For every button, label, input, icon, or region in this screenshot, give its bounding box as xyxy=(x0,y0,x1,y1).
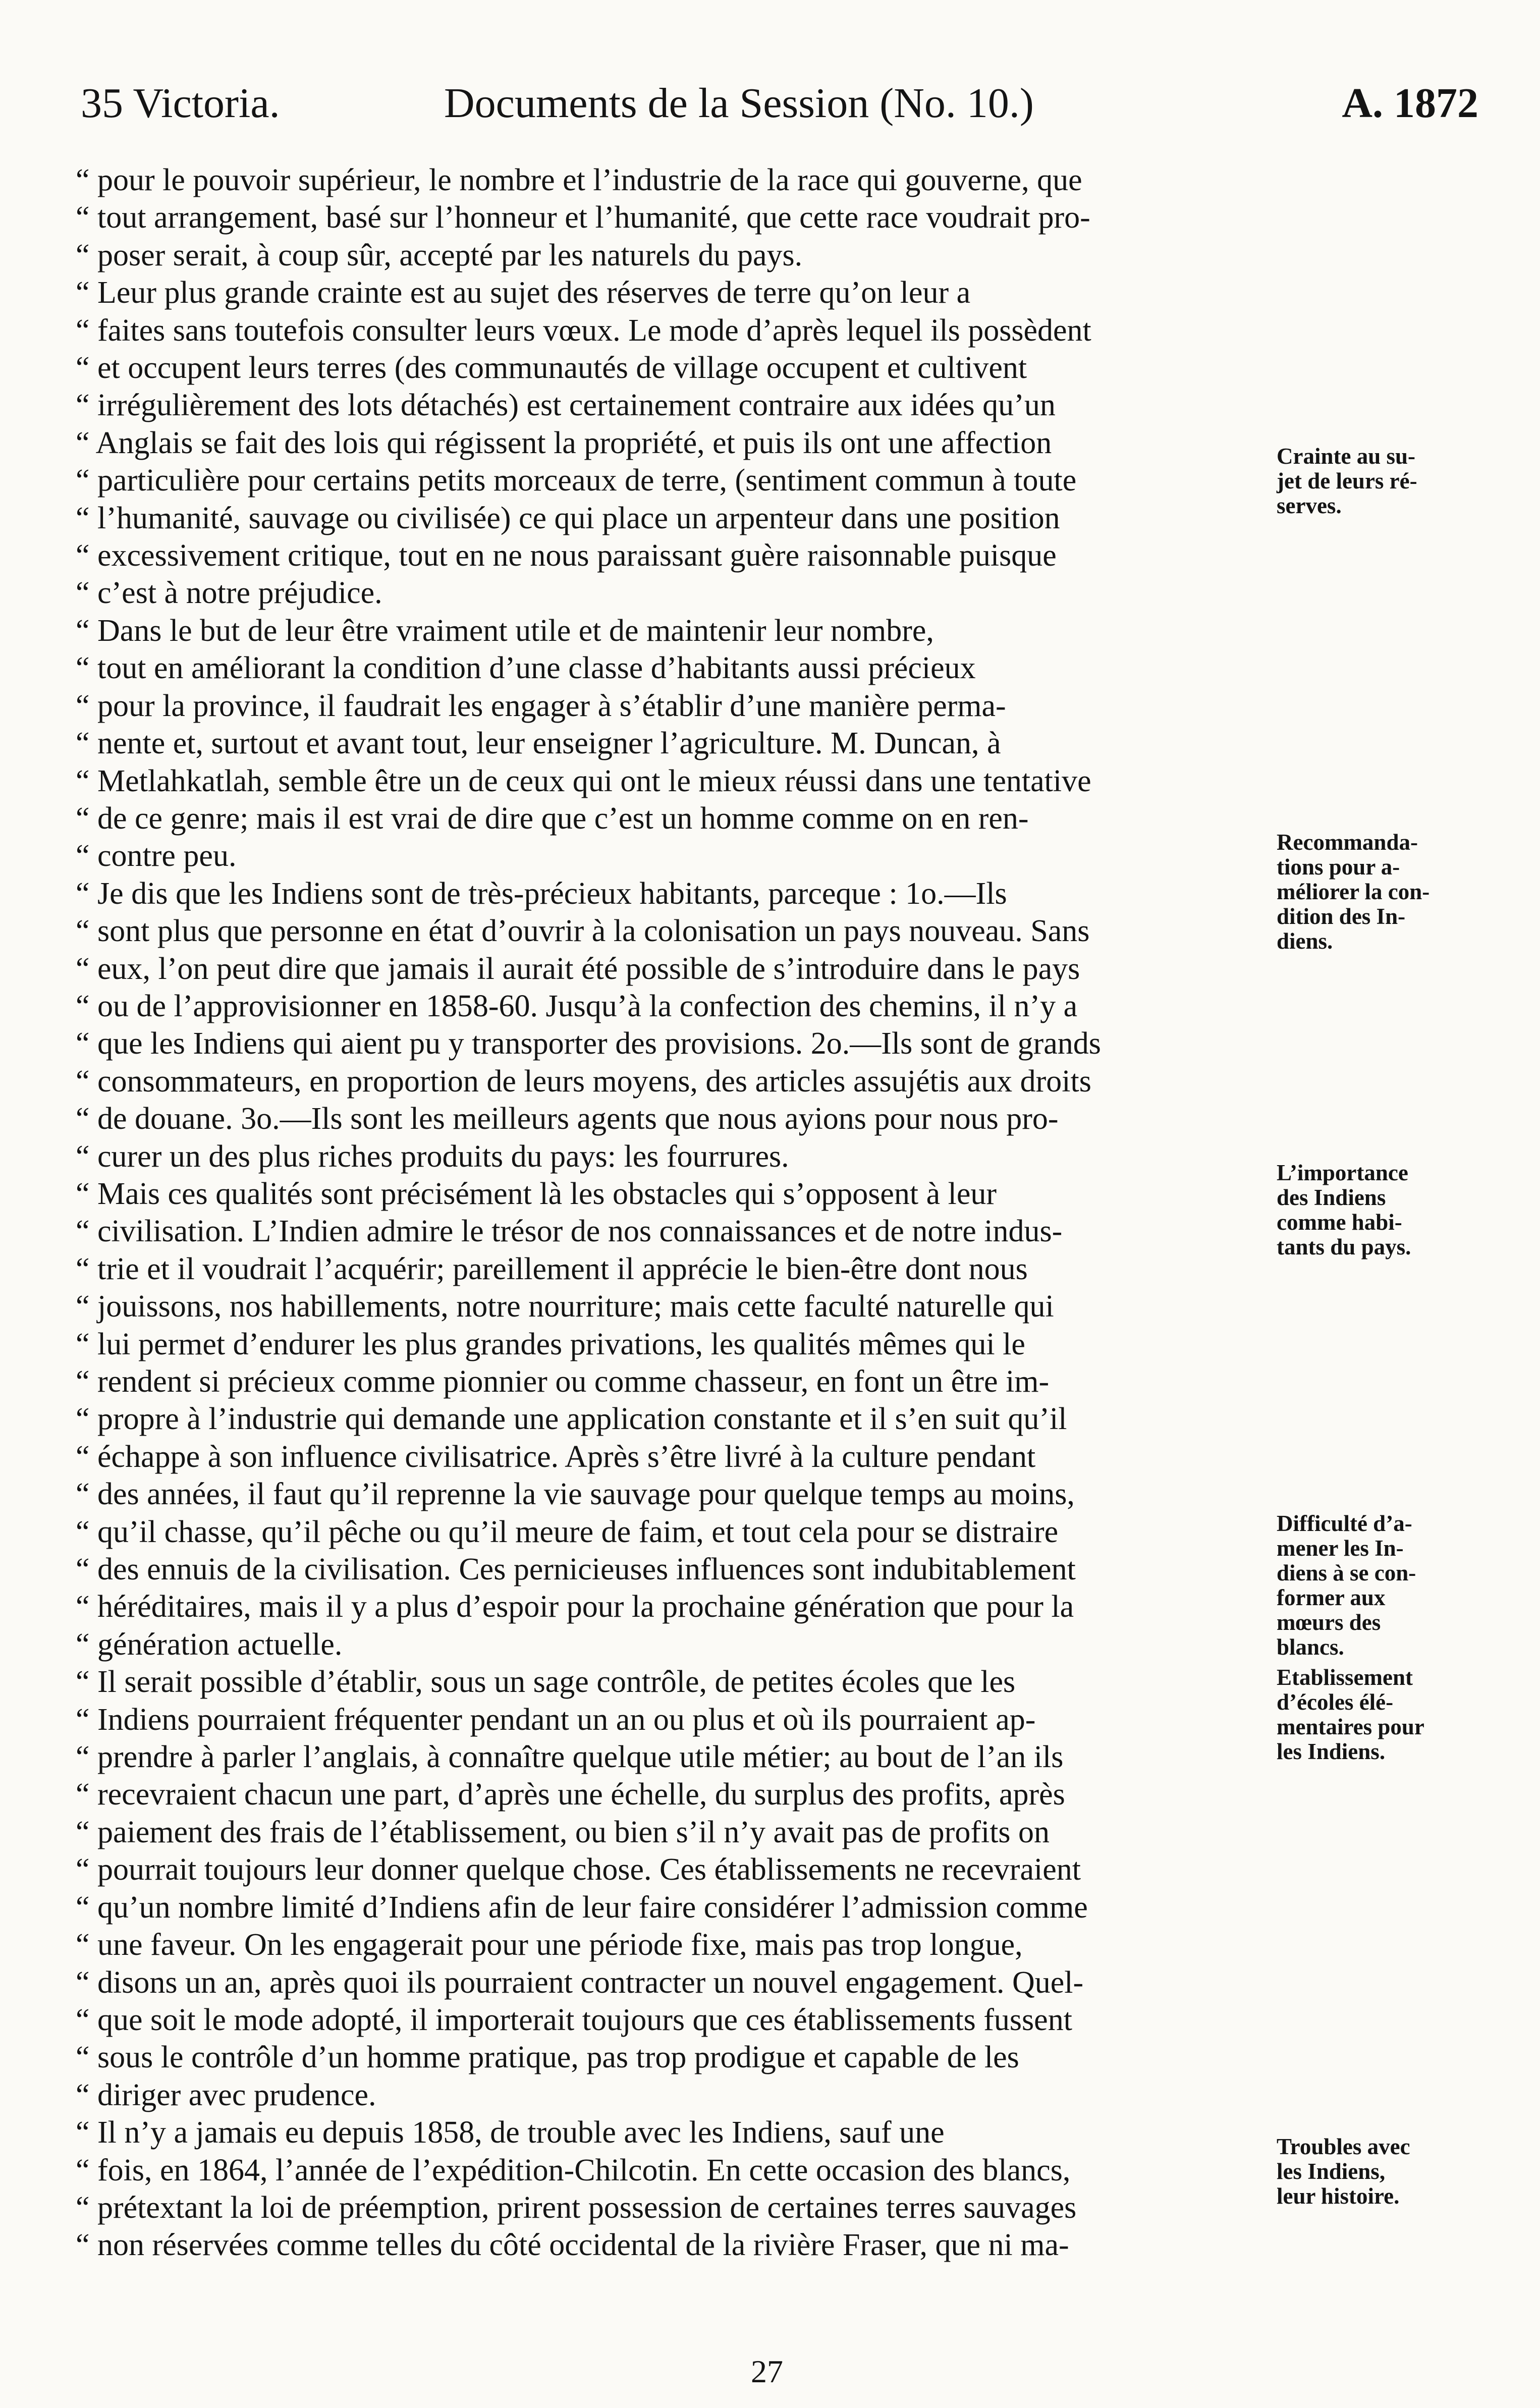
page-header xyxy=(81,76,1478,131)
margin-note-line: tions pour a- xyxy=(1277,854,1400,880)
text-line: “ des années, il faut qu’il reprenne la vie sauvage pour quelque temps au moins, xyxy=(76,1477,1075,1512)
text-line: “ sous le contrôle d’un homme pratique, pas trop prodigue et capable de les xyxy=(76,2040,1019,2075)
text-line: “ rendent si précieux comme pionnier ou comme chasseur, en font un être im- xyxy=(76,1364,1050,1399)
text-line: “ héréditaires, mais il y a plus d’espoir pour la prochaine génération que pour la xyxy=(76,1590,1074,1624)
text-line: “ lui permet d’endurer les plus grandes privations, les qualités mêmes qui le xyxy=(76,1327,1025,1361)
text-line: “ échappe à son influence civilisatrice. Après s’être livré à la culture pendant xyxy=(76,1439,1036,1474)
margin-note-line: mentaires pour xyxy=(1277,1714,1424,1739)
paragraph xyxy=(76,1175,1254,1663)
text-line: “ prendre à parler l’anglais, à connaître quelque utile métier; au bout de l’an ils xyxy=(76,1740,1064,1775)
text-line: “ que soit le mode adopté, il importerait toujours que ces établissements fussent xyxy=(76,2002,1072,2037)
margin-note-line: des Indiens xyxy=(1277,1185,1386,1210)
margin-note-line: serves. xyxy=(1277,493,1342,518)
text-line: “ trie et il voudrait l’acquérir; pareillement il apprécie le bien-être dont nous xyxy=(76,1251,1028,1286)
margin-note-line: dition des In- xyxy=(1277,904,1406,929)
text-line: “ qu’il chasse, qu’il pêche ou qu’il meure de faim, et tout cela pour se distraire xyxy=(76,1514,1059,1549)
paragraph xyxy=(76,2114,1254,2264)
text-line: “ eux, l’on peut dire que jamais il aurait été possible de s’introduire dans le pays xyxy=(76,951,1080,986)
text-line: “ Il n’y a jamais eu depuis 1858, de trouble avec les Indiens, sauf une xyxy=(76,2115,945,2150)
margin-note-line: Difficulté d’a- xyxy=(1277,1511,1412,1536)
text-line: “ Je dis que les Indiens sont de très-précieux habitants, parceque : 1o.—Ils xyxy=(76,876,1007,911)
margin-note-line: mœurs des xyxy=(1277,1610,1381,1635)
text-line: “ c’est à notre préjudice. xyxy=(76,576,382,611)
text-line: “ tout en améliorant la condition d’une classe d’habitants aussi précieux xyxy=(76,651,976,686)
paragraph xyxy=(76,274,1254,612)
text-line: “ de ce genre; mais il est vrai de dire que c’est un homme comme on en ren- xyxy=(76,801,1029,836)
text-line: “ fois, en 1864, l’année de l’expédition-Chilcotin. En cette occasion des blancs, xyxy=(76,2153,1071,2187)
header-session: 35 Victoria. xyxy=(81,80,280,127)
paragraph xyxy=(76,612,1254,875)
margin-note xyxy=(1277,1511,1494,1660)
text-line: “ diriger avec prudence. xyxy=(76,2077,376,2112)
paragraph xyxy=(76,875,1254,1175)
margin-note-line: les Indiens. xyxy=(1277,1739,1386,1764)
text-line: “ propre à l’industrie qui demande une application constante et il s’en suit qu’il xyxy=(76,1402,1067,1437)
margin-note xyxy=(1277,2135,1494,2209)
text-line: “ paiement des frais de l’établissement, ou bien s’il n’y avait pas de profits on xyxy=(76,1815,1050,1849)
text-line: “ qu’un nombre limité d’Indiens afin de leur faire considérer l’admission comme xyxy=(76,1890,1088,1925)
text-line: “ de douane. 3o.—Ils sont les meilleurs agents que nous ayions pour nous pro- xyxy=(76,1102,1059,1136)
text-line: “ pourrait toujours leur donner quelque chose. Ces établissements ne recevraient xyxy=(76,1852,1081,1887)
page-number: 27 xyxy=(751,2354,783,2389)
margin-note-line: mener les In- xyxy=(1277,1536,1404,1561)
text-line: “ une faveur. On les engagerait pour une période fixe, mais pas trop longue, xyxy=(76,1928,1023,1962)
text-line: “ civilisation. L’Indien admire le trésor de nos connaissances et de notre indus- xyxy=(76,1214,1063,1249)
text-line: “ consommateurs, en proportion de leurs moyens, des articles assujétis aux droits xyxy=(76,1064,1091,1099)
text-line: “ faites sans toutefois consulter leurs vœux. Le mode d’après lequel ils possèdent xyxy=(76,313,1091,348)
margin-note-line: d’écoles élé- xyxy=(1277,1689,1394,1715)
text-line: “ pour la province, il faudrait les engager à s’établir d’une manière perma- xyxy=(76,688,1006,723)
text-line: “ non réservées comme telles du côté occidental de la rivière Fraser, que ni ma- xyxy=(76,2228,1069,2263)
margin-note-line: jet de leurs ré- xyxy=(1277,468,1417,494)
paragraph xyxy=(76,161,1254,274)
text-line: “ irrégulièrement des lots détachés) est certainement contraire aux idées qu’un xyxy=(76,388,1056,423)
text-line: “ jouissons, nos habillements, notre nourriture; mais cette faculté naturelle qui xyxy=(76,1289,1054,1324)
margin-note-line: Recommanda- xyxy=(1277,830,1418,855)
text-line: “ poser serait, à coup sûr, accepté par les naturels du pays. xyxy=(76,238,803,272)
header-year: A. 1872 xyxy=(1342,80,1478,127)
margin-note-line: blancs. xyxy=(1277,1634,1344,1660)
text-line: “ Anglais se fait des lois qui régissent la propriété, et puis ils ont une affection xyxy=(76,425,1052,460)
text-line: “ ou de l’approvisionner en 1858-60. Jusqu’à la confection des chemins, il n’y a xyxy=(76,989,1078,1023)
margin-note xyxy=(1277,1665,1494,1764)
margin-note-line: Troubles avec xyxy=(1277,2134,1410,2159)
text-line: “ l’humanité, sauvage ou civilisée) ce qui place un arpenteur dans une position xyxy=(76,501,1060,535)
margin-note xyxy=(1277,1161,1494,1260)
text-line: “ Metlahkatlah, semble être un de ceux qui ont le mieux réussi dans une tentative xyxy=(76,763,1091,798)
margin-note-line: diens à se con- xyxy=(1277,1560,1416,1585)
margin-note-line: Etablissement xyxy=(1277,1665,1413,1690)
margin-note-line: diens. xyxy=(1277,928,1333,954)
paragraph xyxy=(76,1663,1254,2114)
body-text xyxy=(76,161,1254,2264)
text-line: “ particulière pour certains petits morceaux de terre, (sentiment commun à toute xyxy=(76,463,1077,498)
text-line: “ nente et, surtout et avant tout, leur enseigner l’agriculture. M. Duncan, à xyxy=(76,726,1001,761)
text-line: “ recevraient chacun une part, d’après une échelle, du surplus des profits, après xyxy=(76,1777,1065,1812)
header-title: Documents de la Session (No. 10.) xyxy=(444,80,1034,127)
text-line: “ contre peu. xyxy=(76,839,237,873)
margin-note-line: leur histoire. xyxy=(1277,2183,1400,2209)
margin-note-line: former aux xyxy=(1277,1585,1386,1610)
margin-note-line: Crainte au su- xyxy=(1277,444,1416,469)
margin-note-line: les Indiens, xyxy=(1277,2159,1386,2184)
text-line: “ Dans le but de leur être vraiment utile et de maintenir leur nombre, xyxy=(76,613,934,648)
text-line: “ prétextant la loi de préemption, prirent possession de certaines terres sauvages xyxy=(76,2190,1077,2225)
text-line: “ pour le pouvoir supérieur, le nombre et l’industrie de la race qui gouverne, que xyxy=(76,163,1082,197)
text-line: “ Il serait possible d’établir, sous un sage contrôle, de petites écoles que les xyxy=(76,1665,1016,1700)
margin-note xyxy=(1277,830,1494,954)
margin-note-line: tants du pays. xyxy=(1277,1234,1411,1260)
margin-note-line: méliorer la con- xyxy=(1277,879,1430,904)
text-line: “ génération actuelle. xyxy=(76,1627,343,1662)
text-line: “ curer un des plus riches produits du pays: les fourrures. xyxy=(76,1139,789,1174)
text-line: “ et occupent leurs terres (des communautés de village occupent et cultivent xyxy=(76,351,1027,386)
text-line: “ excessivement critique, tout en ne nous paraissant guère raisonnable puisque xyxy=(76,538,1057,573)
text-line: “ Mais ces qualités sont précisément là les obstacles qui s’opposent à leur xyxy=(76,1176,997,1211)
text-line: “ tout arrangement, basé sur l’honneur et l’humanité, que cette race voudrait pro- xyxy=(76,200,1090,235)
margin-note xyxy=(1277,444,1494,518)
text-line: “ Indiens pourraient fréquenter pendant un an ou plus et où ils pourraient ap- xyxy=(76,1702,1036,1737)
text-line: “ disons un an, après quoi ils pourraient contracter un nouvel engagement. Quel- xyxy=(76,1965,1084,2000)
text-line: “ que les Indiens qui aient pu y transporter des provisions. 2o.—Ils sont de grands xyxy=(76,1026,1101,1061)
margin-note-line: L’importance xyxy=(1277,1160,1408,1185)
margin-note-line: comme habi- xyxy=(1277,1210,1402,1235)
text-line: “ des ennuis de la civilisation. Ces pernicieuses influences sont indubitablement xyxy=(76,1552,1076,1587)
text-line: “ sont plus que personne en état d’ouvrir à la colonisation un pays nouveau. Sans xyxy=(76,914,1090,949)
text-line: “ Leur plus grande crainte est au sujet des réserves de terre qu’on leur a xyxy=(76,276,971,310)
